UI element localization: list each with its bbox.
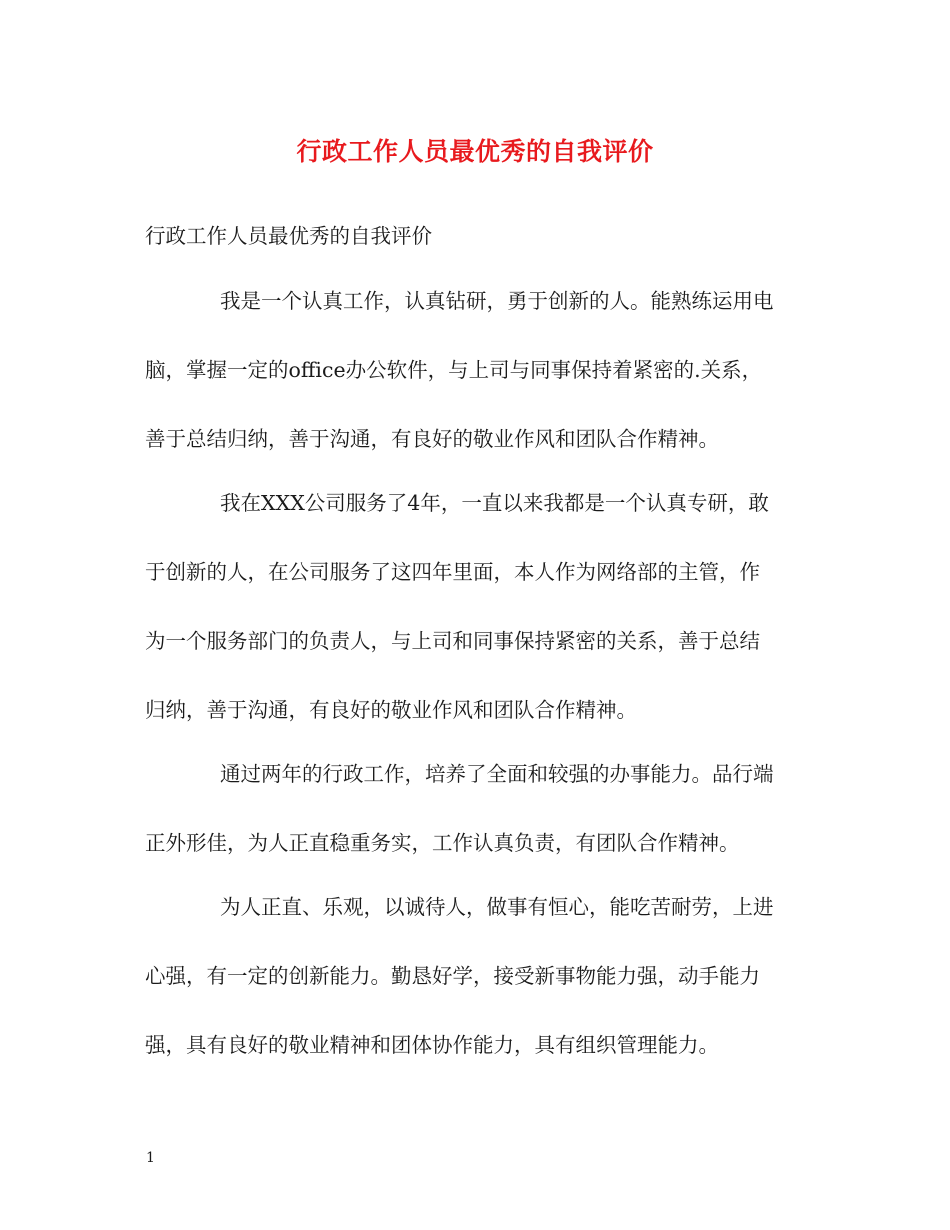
paragraph-line: 通过两年的行政工作，培养了全面和较强的办事能力。品行端 <box>220 762 774 786</box>
paragraph-line: 为一个服务部门的负责人，与上司和同事保持紧密的关系，善于总结 <box>145 629 760 653</box>
paragraph-line: 强，具有良好的敬业精神和团体协作能力，具有组织管理能力。 <box>145 1033 719 1057</box>
paragraph-line: 我是一个认真工作，认真钻研，勇于创新的人。能熟练运用电 <box>220 289 774 313</box>
paragraph-line: 心强，有一定的创新能力。勤恳好学，接受新事物能力强，动手能力 <box>145 964 760 988</box>
paragraph-line: 正外形佳，为人正直稳重务实，工作认真负责，有团队合作精神。 <box>145 831 740 855</box>
document-subtitle: 行政工作人员最优秀的自我评价 <box>145 224 432 248</box>
paragraph-line: 为人正直、乐观，以诚待人，做事有恒心，能吃苦耐劳，上进 <box>220 895 774 919</box>
document-title: 行政工作人员最优秀的自我评价 <box>296 137 654 166</box>
paragraph-line: 善于总结归纳，善于沟通，有良好的敬业作风和团队合作精神。 <box>145 427 719 451</box>
page-number: 1 <box>146 1150 155 1166</box>
paragraph-line: 我在XXX公司服务了4年，一直以来我都是一个认真专研，敢 <box>220 491 769 515</box>
paragraph-line: 于创新的人，在公司服务了这四年里面，本人作为网络部的主管，作 <box>145 560 760 584</box>
paragraph-line: 脑，掌握一定的office办公软件，与上司与同事保持着紧密的.关系， <box>145 358 763 382</box>
paragraph-line: 归纳，善于沟通，有良好的敬业作风和团队合作精神。 <box>145 698 637 722</box>
